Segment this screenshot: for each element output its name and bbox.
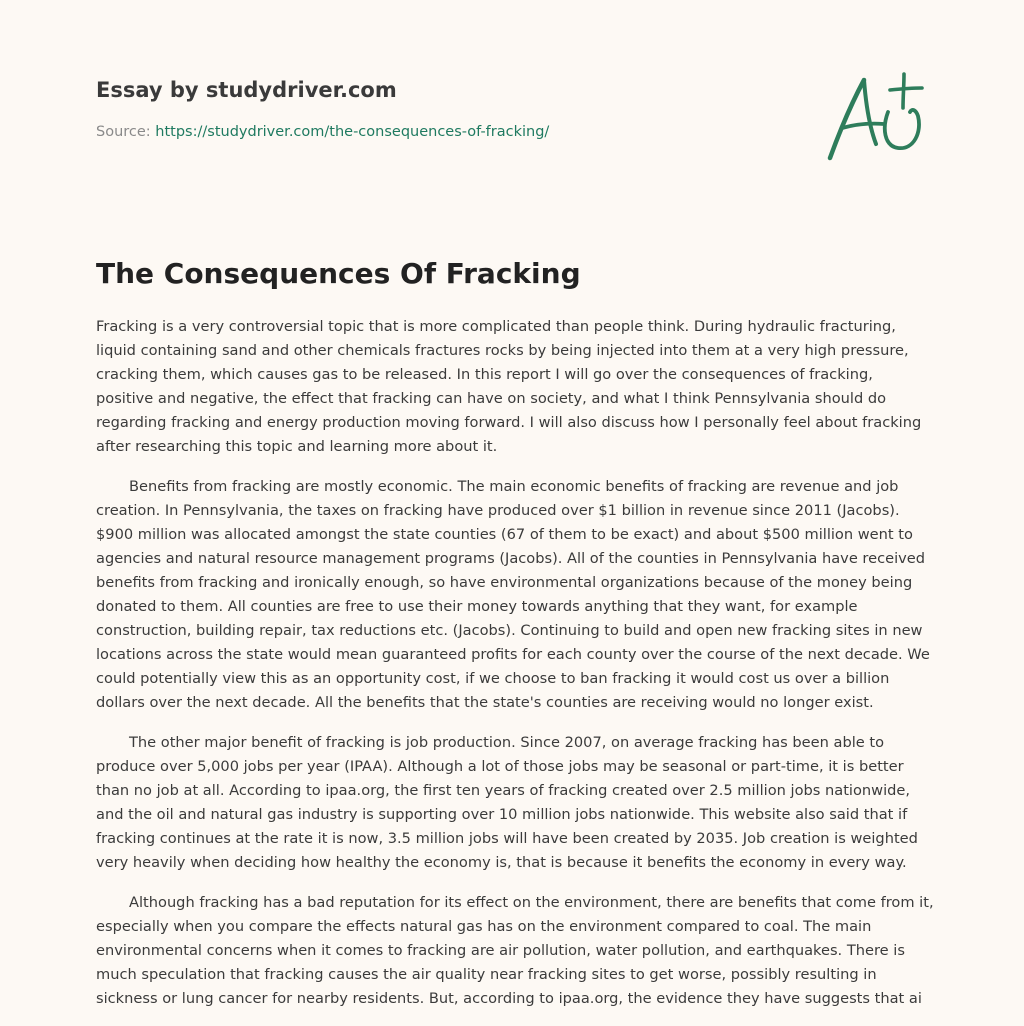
essay-paragraph: Benefits from fracking are mostly economic. The main economic benefits of fracking are revenue and job creation. In Pennsylvania, the taxes on fracking have produced over $1 billion in revenue since 2011 (Jacobs). $900 million was allocated amongst the state counties (67 of them to be exact) and about $500 million went to agencies and natural resource management programs (Jacobs). All of the counties in Pennsylvania have received benefits from fracking and ironically enough, so have environmental organizations because of the money being donated to them. All counties are free to use their money towards anything that they want, for example construction, building repair, tax reductions etc. (Jacobs). Continuing to build and open new fracking sites in new locations across the state would mean guaranteed profits for each county over the course of the next decade. We could potentially view this as an opportunity cost, if we choose to ban fracking it would cost us over a billion dollars over the next decade. All the benefits that the state's counties are receiving would no longer exist.	[96, 478, 930, 711]
essay-body	[96, 315, 934, 1026]
essay-paragraph: Although fracking has a bad reputation for its effect on the environment, there are benefits that come from it, especially when you compare the effects natural gas has on the environment compared to coal. The main environmental concerns when it comes to fracking are air pollution, water pollution, and earthquakes. There is much speculation that fracking causes the air quality near fracking sites to get worse, possibly resulting in sickness or lung cancer for nearby residents. But, according to ipaa.org, the evidence they have suggests that ai	[96, 894, 934, 1007]
source-link[interactable]: https://studydriver.com/the-consequences-of-fracking/	[155, 124, 550, 140]
essay-paragraph: Fracking is a very controversial topic that is more complicated than people think. During hydraulic fracturing, liquid containing sand and other chemicals fractures rocks by being injected into them at a very high pressure, cracking them, which causes gas to be released. In this report I will go over the consequences of fracking, positive and negative, the effect that fracking can have on society, and what I think Pennsylvania should do regarding fracking and energy production moving forward. I will also discuss how I personally feel about fracking after researching this topic and learning more about it.	[96, 318, 922, 455]
essay-header	[96, 76, 816, 142]
source-line	[96, 122, 816, 142]
essay-paragraph: The other major benefit of fracking is job production. Since 2007, on average fracking has been able to produce over 5,000 jobs per year (IPAA). Although a lot of those jobs may be seasonal or part-time, it is better than no job at all. According to ipaa.org, the first ten years of fracking created over 2.5 million jobs nationwide, and the oil and natural gas industry is supporting over 10 million jobs nationwide. This website also said that if fracking continues at the rate it is now, 3.5 million jobs will have been created by 2035. Job creation is weighted very heavily when deciding how healthy the economy is, that is because it benefits the economy in every way.	[96, 734, 918, 871]
brand-title: Essay by studydriver.com	[96, 78, 397, 102]
essay-title: The Consequences Of Fracking	[96, 257, 581, 290]
source-label: Source:	[96, 124, 156, 140]
a-plus-logo-icon	[818, 66, 930, 166]
